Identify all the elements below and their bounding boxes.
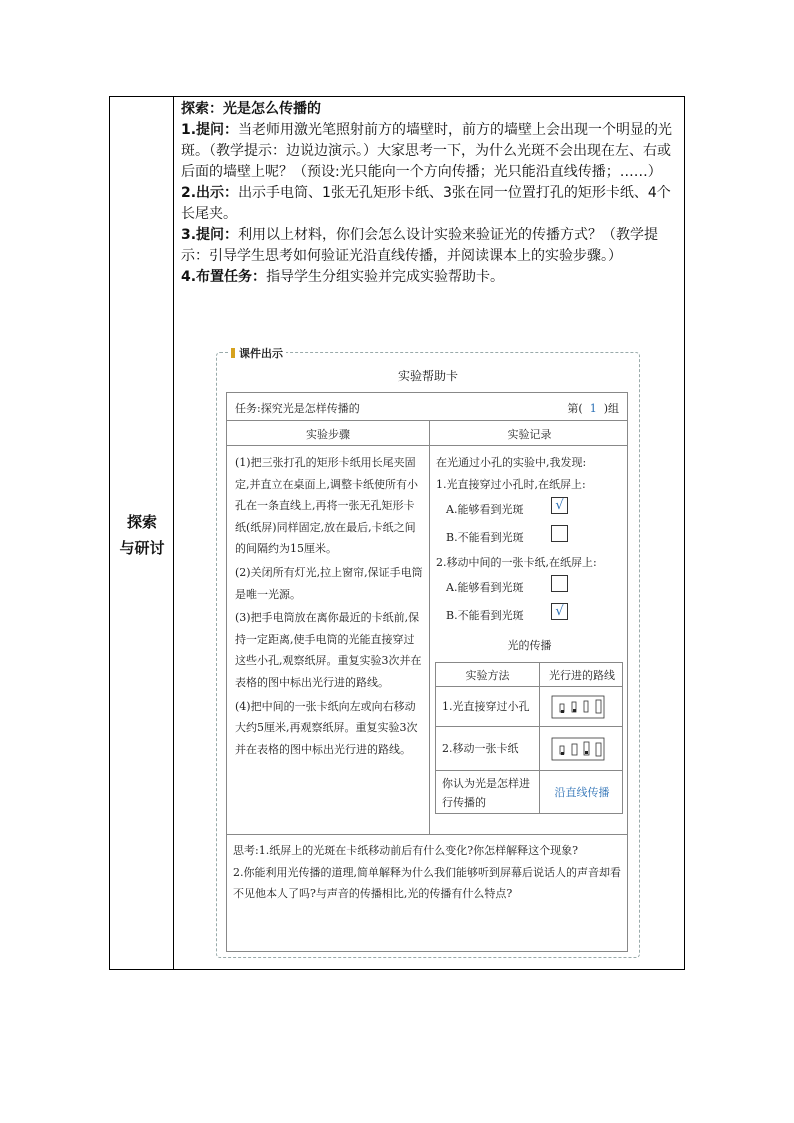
record-area	[436, 452, 626, 630]
col-record-header: 实验记录	[507, 428, 552, 441]
think-section	[227, 834, 627, 953]
card-tab: 课件出示	[228, 345, 286, 361]
method-header: 实验方法	[465, 669, 510, 682]
section-heading: 探索：光是怎么传播的	[181, 101, 321, 117]
group-label: 第( 1 )组	[567, 402, 619, 415]
group-number: 1	[589, 402, 597, 415]
q1-option-b: B.不能看到光斑	[436, 524, 626, 552]
checkbox-q1-b[interactable]	[551, 525, 568, 542]
route-diagram-2-icon	[540, 734, 624, 764]
subtable-header	[436, 663, 622, 687]
card-title: 实验帮助卡	[397, 369, 458, 383]
route-header: 光行进的路线	[549, 669, 615, 682]
q1-option-a: A.能够看到光斑 √	[436, 496, 626, 524]
q2-option-b: B.不能看到光斑 √	[436, 602, 626, 630]
answer-straight-line: 沿直线传播	[554, 786, 610, 799]
checkbox-q2-a[interactable]	[551, 575, 568, 592]
task-text: 任务:探究光是怎样传播的	[235, 402, 360, 415]
column-header-row	[227, 421, 627, 446]
checkbox-q2-b[interactable]: √	[551, 603, 568, 620]
item-2: 2.出示：出示手电筒、1张无孔矩形卡纸、3张在同一位置打孔的矩形卡纸、4个长尾夹。	[181, 185, 671, 222]
q2-option-a: A.能够看到光斑	[436, 574, 626, 602]
step-3: (3)把手电筒放在离你最近的卡纸前,保持一定距离,使手电筒的光能直接穿过这些小孔,观察纸屏。重复实验3次并在表格的图中标出光行进的路线。	[235, 611, 422, 689]
item-1: 1.提问：当老师用激光笔照射前方的墙壁时，前方的墙壁上会出现一个明显的光斑。（教学提示：边说边演示。）大家思考一下，为什么光斑不会出现在左、右或后面的墙壁上呢？（预设:光只能向一个方向传播；光只能沿直线传播；……）	[181, 122, 673, 180]
step-1: (1)把三张打孔的矩形卡纸用长尾夹固定,并直立在桌面上,调整卡纸使所有小孔在一条直线上,再将一张无孔矩形卡纸(纸屏)同样固定,放在最后,卡纸之间的间隔约为15厘米。	[235, 456, 418, 556]
think-question-2: 2.你能利用光传播的道理,简单解释为什么我们能够听到屏幕后说话人的声音却看不见他本人了吗?与声音的传播相比,光的传播有什么特点?	[233, 865, 621, 900]
item-4: 4.布置任务：指导学生分组实验并完成实验帮助卡。	[181, 269, 505, 285]
method-3: 你认为光是怎样进行传播的	[442, 777, 530, 809]
method-2: 2.移动一张卡纸	[442, 742, 519, 755]
item-3: 3.提问：利用以上材料，你们会怎么设计实验来验证光的传播方式？（教学提示：引导学生思考如何验证光沿直线传播，并阅读课本上的实验步骤。）	[181, 227, 659, 264]
step-4: (4)把中间的一张卡纸向左或向右移动大约5厘米,再观察纸屏。重复实验3次并在表格的图中标出光行进的路线。	[235, 699, 418, 756]
light-propagation-title: 光的传播	[507, 639, 552, 652]
section-label-line1: 探索	[126, 513, 157, 531]
subtable-row-3	[436, 771, 622, 815]
content-cell	[181, 99, 681, 288]
experiment-sheet	[226, 392, 628, 952]
steps-list	[235, 452, 423, 762]
section-label	[110, 509, 174, 561]
route-diagram-1-icon	[540, 692, 624, 722]
col-steps-header: 实验步骤	[306, 428, 350, 441]
light-propagation-table	[435, 662, 623, 814]
section-label-cell	[110, 97, 174, 969]
step-2: (2)关闭所有灯光,拉上窗帘,保证手电筒是唯一光源。	[235, 565, 423, 601]
think-question-1: 思考:1.纸屏上的光斑在卡纸移动前后有什么变化?你怎样解释这个现象?	[233, 844, 578, 857]
subtable-row-2	[436, 727, 622, 771]
record-intro: 在光通过小孔的实验中,我发现:	[436, 456, 587, 469]
question-2: 2.移动中间的一张卡纸,在纸屏上:	[436, 556, 597, 569]
column-divider	[429, 421, 430, 834]
task-row	[227, 393, 627, 421]
checkbox-q1-a[interactable]: √	[551, 497, 568, 514]
question-1: 1.光直接穿过小孔时,在纸屏上:	[436, 478, 586, 491]
method-1: 1.光直接穿过小孔	[442, 700, 530, 713]
section-label-line2: 与研讨	[119, 539, 165, 557]
subtable-row-1	[436, 687, 622, 727]
